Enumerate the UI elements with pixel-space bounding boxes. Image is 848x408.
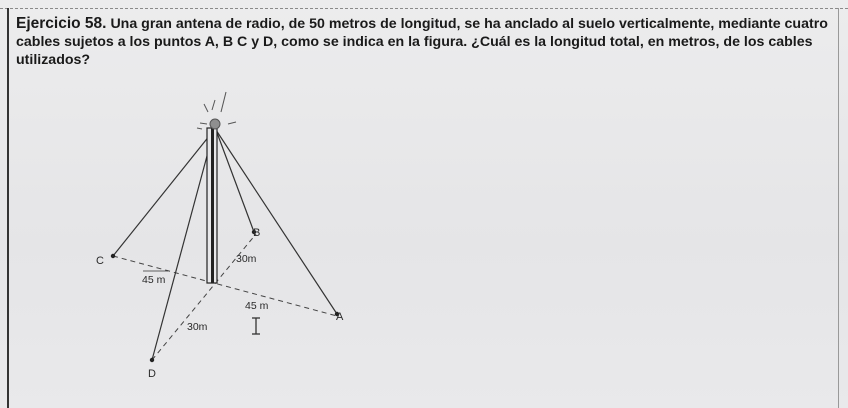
- point-label-b: B: [253, 227, 261, 239]
- measure-base-to-b: 30m: [236, 253, 257, 265]
- ground-dashed-lines: [113, 234, 337, 360]
- point-label-a: A: [336, 311, 344, 323]
- cable-to-a: [216, 130, 337, 314]
- measure-c-to-base: 45 m: [142, 274, 166, 286]
- point-d-marker: [150, 358, 154, 362]
- point-label-c: C: [96, 255, 104, 267]
- cable-to-c: [113, 130, 214, 256]
- point-c-marker: [111, 254, 115, 258]
- exercise-text: Una gran antena de radio, de 50 metros de longitud, se ha anclado al suelo verticalmente, mediante cuatro cables sujetos a los puntos A, B C y D, como se indica en la figura. ¿Cuál es la longitud total, en metros, de los cables utilizados?: [16, 16, 828, 68]
- exercise-title: Ejercicio 58.: [16, 15, 107, 32]
- measure-base-to-a: 45 m: [245, 300, 269, 312]
- point-label-d: D: [148, 368, 156, 380]
- cables: [113, 130, 337, 360]
- antenna-mast: [207, 128, 217, 283]
- cable-to-b: [216, 130, 254, 232]
- anchor-points: [111, 230, 339, 362]
- text-cursor-icon: [252, 318, 260, 334]
- antenna-top-light: [210, 119, 220, 129]
- measure-base-to-d: 30m: [187, 321, 208, 333]
